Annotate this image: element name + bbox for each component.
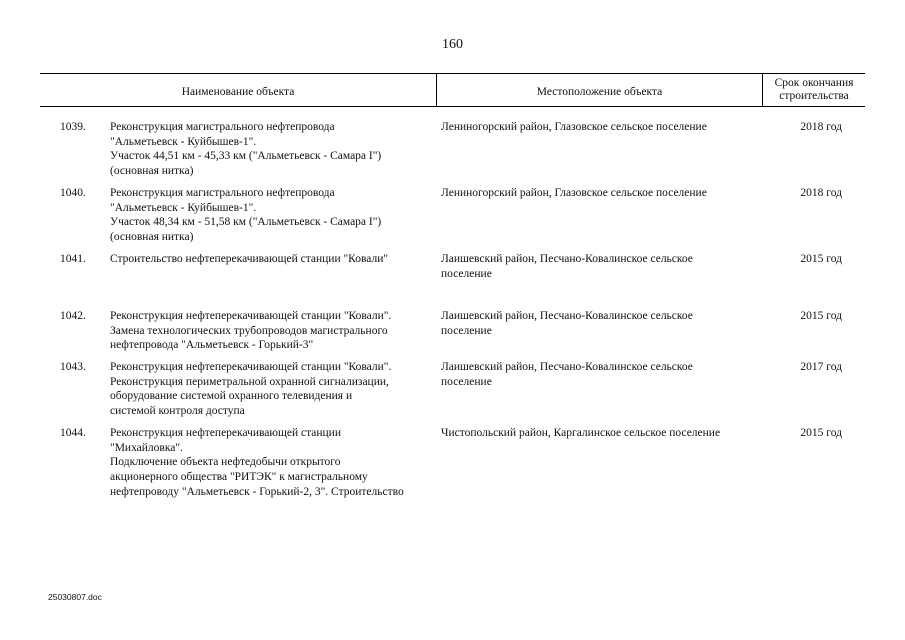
object-name-line: Участок 44,51 км - 45,33 км ("Альметьевск - Самара I") — [110, 150, 382, 163]
object-name-line: Реконструкция магистрального нефтепровода — [110, 187, 335, 199]
page-number: 160 — [442, 37, 463, 52]
object-name-line: Реконструкция периметральной охранной сигнализации, — [110, 375, 389, 388]
object-name-line: (основная нитка) — [110, 165, 194, 178]
object-location-line: поселение — [441, 375, 492, 388]
completion-term: 2015 год — [800, 253, 842, 265]
completion-term: 2018 год — [800, 121, 842, 133]
object-name-line: Реконструкция нефтеперекачивающей станции "Ковали". — [110, 361, 392, 373]
object-name-line: Реконструкция магистрального нефтепровода — [110, 121, 335, 133]
object-name-line: "Альметьевск - Куйбышев-1". — [110, 135, 257, 148]
row-number: 1041. — [60, 253, 86, 265]
object-name-line: нефтепровода "Альметьевск - Горький-3" — [110, 339, 314, 352]
object-location-line: Лениногорский район, Глазовское сельское поселение — [441, 187, 707, 199]
object-name-line: Подключение объекта нефтедобычи открытого — [110, 456, 341, 469]
object-location-line: Лаишевский район, Песчано-Ковалинское сельское — [441, 253, 693, 265]
object-name — [110, 252, 445, 267]
header-term — [763, 74, 865, 106]
table-header — [40, 73, 865, 107]
object-location-line: поселение — [441, 324, 492, 337]
object-location-line: Лаишевский район, Песчано-Ковалинское сельское — [441, 361, 693, 373]
object-name-line: (основная нитка) — [110, 231, 194, 244]
completion-term: 2015 год — [800, 310, 842, 322]
object-name — [110, 120, 445, 179]
object-name-line: Реконструкция нефтеперекачивающей станции "Ковали". — [110, 310, 392, 322]
object-name — [110, 360, 445, 419]
object-location — [441, 360, 766, 389]
completion-term: 2015 год — [800, 427, 842, 439]
object-location — [441, 426, 766, 441]
object-location-line: Лениногорский район, Глазовское сельское поселение — [441, 121, 707, 133]
header-location: Местоположение объекта — [437, 74, 763, 106]
object-name-line: Реконструкция нефтеперекачивающей станции — [110, 427, 341, 439]
object-name-line: акционерного общества "РИТЭК" к магистральному — [110, 471, 368, 484]
object-location-line: Чистопольский район, Каргалинское сельское поселение — [441, 427, 721, 439]
object-location — [441, 252, 766, 281]
row-number: 1040. — [60, 187, 86, 199]
object-location-line: поселение — [441, 267, 492, 280]
object-name-line: Замена технологических трубопроводов магистрального — [110, 324, 388, 337]
header-term-line-1: Срок окончания — [774, 77, 854, 89]
completion-term: 2018 год — [800, 187, 842, 199]
object-name-line: Участок 48,34 км - 51,58 км ("Альметьевск - Самара I") — [110, 216, 382, 229]
object-name-line: "Альметьевск - Куйбышев-1". — [110, 201, 257, 214]
object-name — [110, 426, 445, 500]
object-location-line: Лаишевский район, Песчано-Ковалинское сельское — [441, 310, 693, 322]
header-term-line-2: строительства — [779, 90, 849, 102]
object-name — [110, 309, 445, 353]
object-name-line: оборудование системой охранного телевидения и — [110, 390, 353, 403]
row-number: 1044. — [60, 427, 86, 439]
row-number: 1039. — [60, 121, 86, 133]
object-name-line: "Михайловка". — [110, 441, 183, 454]
file-name-footer: 25030807.doc — [48, 592, 102, 602]
completion-term: 2017 год — [800, 361, 842, 373]
object-location — [441, 309, 766, 338]
row-number: 1042. — [60, 310, 86, 322]
object-name-line: нефтепроводу "Альметьевск - Горький-2, 3". Строительство — [110, 485, 404, 498]
row-number: 1043. — [60, 361, 86, 373]
object-name-line: Строительство нефтеперекачивающей станции "Ковали" — [110, 253, 389, 265]
object-name-line: системой контроля доступа — [110, 405, 245, 418]
object-location — [441, 186, 766, 201]
object-name — [110, 186, 445, 245]
object-location — [441, 120, 766, 135]
header-name: Наименование объекта — [40, 74, 437, 106]
